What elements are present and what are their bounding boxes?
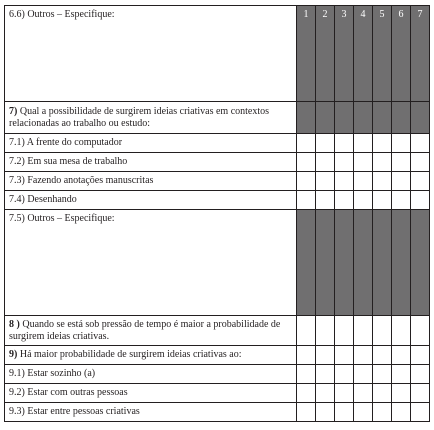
- rating-cell-3[interactable]: [335, 134, 354, 153]
- rating-cell-5[interactable]: [373, 191, 392, 210]
- rating-cell-4[interactable]: [354, 153, 373, 172]
- rating-cell-1[interactable]: [297, 172, 316, 191]
- row-7-4: [5, 191, 430, 210]
- rating-cell-2[interactable]: [316, 153, 335, 172]
- rating-cell-3[interactable]: [335, 153, 354, 172]
- rating-cell-1[interactable]: [297, 365, 316, 384]
- rating-cell-6[interactable]: [392, 316, 411, 346]
- scale-header-5: 5: [373, 6, 392, 102]
- shaded-cell: [373, 102, 392, 134]
- rating-cell-1[interactable]: [297, 316, 316, 346]
- rating-cell-3[interactable]: [335, 403, 354, 422]
- rating-cell-7[interactable]: [411, 403, 430, 422]
- row-question-9: [5, 346, 430, 365]
- row-9-2: [5, 384, 430, 403]
- rating-cell-4[interactable]: [354, 365, 373, 384]
- question-9-number: 9): [9, 349, 18, 360]
- rating-cell-3[interactable]: [335, 172, 354, 191]
- scale-header-6: 6: [392, 6, 411, 102]
- shaded-cell: [354, 102, 373, 134]
- rating-cell-2[interactable]: [316, 191, 335, 210]
- rating-cell-5[interactable]: [373, 172, 392, 191]
- row-label: 7.4) Desenhando: [5, 191, 297, 210]
- row-9-3: [5, 403, 430, 422]
- rating-cell-6[interactable]: [392, 134, 411, 153]
- rating-cell-1[interactable]: [297, 191, 316, 210]
- shaded-cell: [392, 102, 411, 134]
- rating-cell-7[interactable]: [411, 365, 430, 384]
- row-question-7: [5, 102, 430, 134]
- shaded-cell: [297, 102, 316, 134]
- shaded-cell: [335, 102, 354, 134]
- rating-cell-3[interactable]: [335, 316, 354, 346]
- shaded-cell: [392, 210, 411, 316]
- rating-cell-2[interactable]: [316, 346, 335, 365]
- rating-cell-7[interactable]: [411, 191, 430, 210]
- row-label: 7.1) A frente do computador: [5, 134, 297, 153]
- rating-cell-4[interactable]: [354, 172, 373, 191]
- rating-cell-2[interactable]: [316, 365, 335, 384]
- rating-cell-6[interactable]: [392, 384, 411, 403]
- rating-cell-3[interactable]: [335, 365, 354, 384]
- rating-cell-7[interactable]: [411, 316, 430, 346]
- row-7-3: [5, 172, 430, 191]
- rating-cell-6[interactable]: [392, 346, 411, 365]
- shaded-cell: [316, 102, 335, 134]
- row-label: 9.2) Estar com outras pessoas: [5, 384, 297, 403]
- question-9-text: Há maior probabilidade de surgirem ideias criativas ao:: [17, 349, 242, 360]
- row-label: 7.5) Outros – Especifique:: [5, 210, 297, 316]
- question-8-text: Quando se está sob pressão de tempo é maior a probabilidade de surgirem ideias criativas.: [9, 318, 281, 342]
- rating-cell-1[interactable]: [297, 384, 316, 403]
- rating-cell-2[interactable]: [316, 403, 335, 422]
- rating-cell-5[interactable]: [373, 384, 392, 403]
- scale-header-1: 1: [297, 6, 316, 102]
- rating-cell-5[interactable]: [373, 403, 392, 422]
- question-8-number: 8 ): [9, 318, 20, 330]
- rating-cell-1[interactable]: [297, 403, 316, 422]
- rating-cell-5[interactable]: [373, 316, 392, 346]
- row-question-8: [5, 316, 430, 346]
- rating-cell-4[interactable]: [354, 384, 373, 403]
- row-label: 7.3) Fazendo anotações manuscritas: [5, 172, 297, 191]
- shaded-cell: [354, 210, 373, 316]
- rating-cell-6[interactable]: [392, 403, 411, 422]
- question-7-text: Qual a possibilidade de surgirem ideias criativas em contextos relacionadas ao trabalho ou estudo:: [9, 105, 270, 129]
- shaded-cell: [373, 210, 392, 316]
- rating-cell-4[interactable]: [354, 346, 373, 365]
- rating-cell-7[interactable]: [411, 346, 430, 365]
- shaded-cell: [297, 210, 316, 316]
- rating-cell-3[interactable]: [335, 346, 354, 365]
- rating-cell-7[interactable]: [411, 153, 430, 172]
- rating-cell-2[interactable]: [316, 316, 335, 346]
- rating-cell-4[interactable]: [354, 316, 373, 346]
- survey-table: [4, 5, 430, 422]
- shaded-cell: [411, 210, 430, 316]
- rating-cell-1[interactable]: [297, 153, 316, 172]
- rating-cell-7[interactable]: [411, 384, 430, 403]
- rating-cell-7[interactable]: [411, 134, 430, 153]
- scale-header-2: 2: [316, 6, 335, 102]
- rating-cell-2[interactable]: [316, 172, 335, 191]
- rating-cell-4[interactable]: [354, 403, 373, 422]
- rating-cell-1[interactable]: [297, 346, 316, 365]
- shaded-cell: [411, 102, 430, 134]
- rating-cell-2[interactable]: [316, 384, 335, 403]
- question-7-heading: [5, 102, 297, 134]
- rating-cell-7[interactable]: [411, 172, 430, 191]
- rating-cell-2[interactable]: [316, 134, 335, 153]
- rating-cell-3[interactable]: [335, 191, 354, 210]
- row-label: 6.6) Outros – Especifique:: [5, 6, 297, 102]
- row-7-1: [5, 134, 430, 153]
- scale-header-7: 7: [411, 6, 430, 102]
- row-label: 9.3) Estar entre pessoas criativas: [5, 403, 297, 422]
- rating-cell-3[interactable]: [335, 384, 354, 403]
- scale-header-3: 3: [335, 6, 354, 102]
- shaded-cell: [316, 210, 335, 316]
- row-7-2: [5, 153, 430, 172]
- question-9-heading: [5, 346, 297, 365]
- rating-cell-4[interactable]: [354, 134, 373, 153]
- question-8-heading: [5, 316, 297, 346]
- rating-cell-4[interactable]: [354, 191, 373, 210]
- question-7-number: 7): [9, 105, 18, 117]
- rating-cell-5[interactable]: [373, 153, 392, 172]
- rating-cell-5[interactable]: [373, 134, 392, 153]
- shaded-cell: [335, 210, 354, 316]
- rating-cell-1[interactable]: [297, 134, 316, 153]
- row-7-5: [5, 210, 430, 316]
- row-label: 7.2) Em sua mesa de trabalho: [5, 153, 297, 172]
- rating-cell-6[interactable]: [392, 191, 411, 210]
- row-label: 9.1) Estar sozinho (a): [5, 365, 297, 384]
- rating-cell-6[interactable]: [392, 365, 411, 384]
- rating-cell-6[interactable]: [392, 153, 411, 172]
- row-6-6: [5, 6, 430, 102]
- rating-cell-6[interactable]: [392, 172, 411, 191]
- scale-header-4: 4: [354, 6, 373, 102]
- row-9-1: [5, 365, 430, 384]
- rating-cell-5[interactable]: [373, 346, 392, 365]
- rating-cell-5[interactable]: [373, 365, 392, 384]
